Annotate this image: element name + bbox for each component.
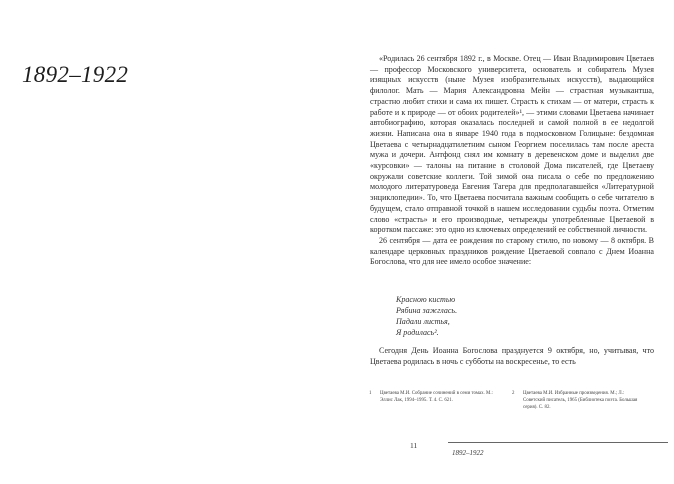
footnote-number: 2 bbox=[512, 391, 515, 396]
chapter-title: 1892–1922 bbox=[22, 62, 129, 87]
paragraph-1: «Родилась 26 сентября 1892 г., в Москве. Отец — Иван Владимирович Цветаев — профессор Московского университета, основатель и собиратель Музея изящных искусств (ныне Музея изобразительных искусств), выдающийся филолог. Мать — Мария Александровна Мейн — страстная музыкантша, страстно любит стихи и сама их пишет. Страсть к стихам — от матери, страсть к работе и к природе — от обоих родителей»¹, — этими словами Цветаева начинает автобиографию, которая оказалась последней и самой полной в ее недолгой жизни. Написана она в январе 1940 года в подмосковном Голицыне: бездомная Цветаева с четырнадцатилетним сыном Георгием поселилась там после ареста мужа и дочери. Антфонд снял им комнату в деревенском доме и выделил две «курсовки» — талоны на питание в столовой Дома писателей, где Цветаеву окружали советские коллеги. Той зимой она писала о себе по предложению молодого литературоведа Евгения Тагера для предполагавшейся «Литературной энциклопедии». То, что Цветаева посчитала важным сообщить о себе читателю в будущем, стало отправной точкой в нашем исследовании судьбы поэта. Отметим слово «страсть» и его производные, четырежды употребленные Цветаевой в коротком пассаже: это одно из ключевых определений ее собственной личности. bbox=[370, 54, 654, 235]
paragraph-after-poem bbox=[370, 346, 654, 368]
footnote-text: Цветаева М.И. Собрание сочинений в семи томах. М.: Эллис Лак, 1994–1995. Т. 4. С. 621. bbox=[380, 391, 493, 403]
running-footer-title: 1892–1922 bbox=[452, 449, 484, 457]
main-text-block bbox=[370, 54, 654, 268]
poem-line: Красною кистью bbox=[396, 295, 456, 304]
footer-rule bbox=[448, 442, 668, 443]
footnote-number: 1 bbox=[369, 391, 372, 396]
poem-line: Я родилась². bbox=[396, 327, 439, 337]
poem-quote bbox=[396, 295, 646, 339]
footnote-1 bbox=[370, 391, 496, 405]
poem-line: Падали листья, bbox=[396, 316, 450, 326]
paragraph-3: Сегодня День Иоанна Богослова празднуется 9 октября, но, учитывая, что Цветаева родилась в ночь с субботы на воскресенье, то есть bbox=[370, 346, 654, 366]
footnote-text: Цветаева М.И. Избранные произведения. М.; Л.: Советский писатель, 1965 (Библиотека поэта. Большая серия). С. 82. bbox=[523, 391, 638, 410]
page-number: 11 bbox=[410, 441, 418, 450]
poem-line: Рябина зажглась. bbox=[396, 305, 458, 315]
footnote-2 bbox=[513, 391, 643, 411]
paragraph-2: 26 сентября — дата ее рождения по старому стилю, по новому — 8 октября. В календаре церковных праздников рождение Цветаевой совпало с Днем Иоанна Богослова, что для нее имело особое значение: bbox=[370, 235, 654, 267]
